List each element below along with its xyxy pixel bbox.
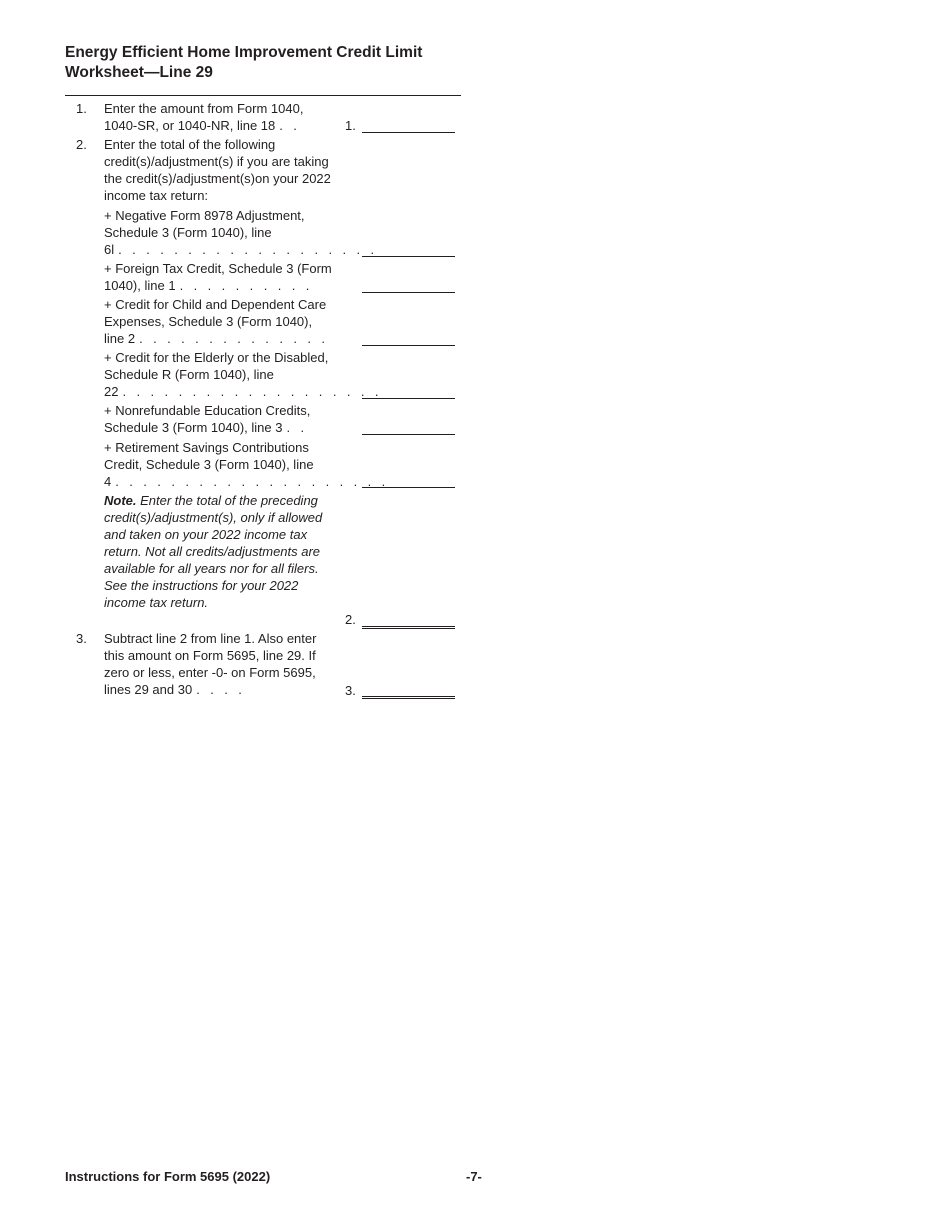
line-2-entry-elderly-disabled[interactable] bbox=[362, 398, 455, 399]
worksheet-title: Energy Efficient Home Improvement Credit Limit Worksheet—Line 29 bbox=[65, 44, 423, 81]
note-label: Note. bbox=[104, 493, 137, 508]
line-3-description: Subtract line 2 from line 1. Also enter this amount on Form 5695, line 29. If zero or less, enter -0- on Form 5695, lines 29 and 30 bbox=[104, 631, 317, 697]
line-1-entry-field[interactable] bbox=[362, 132, 455, 133]
footer-form-name: Instructions for Form 5695 (2022) bbox=[65, 1169, 271, 1184]
line-2-item-leader: . . . . . . . . . . . . . . . . . . . . bbox=[115, 474, 389, 489]
line-2-item-child-dependent-care bbox=[104, 296, 332, 347]
line-2-item-text: + Nonrefundable Education Credits, Schedule 3 (Form 1040), line 3 bbox=[104, 403, 311, 435]
line-2-intro: Enter the total of the following credit(s)/adjustment(s) if you are taking the credit(s)/adjustment(s)on your 2022 income tax return: bbox=[104, 137, 331, 203]
line-2-note bbox=[104, 492, 332, 611]
page-number: -7- bbox=[466, 1169, 482, 1184]
line-3-number: 3. bbox=[76, 631, 87, 646]
line-3-label: 3. bbox=[345, 683, 356, 698]
line-3-text bbox=[104, 630, 332, 698]
line-2-item-text: + Credit for Child and Dependent Care Expenses, Schedule 3 (Form 1040), line 2 bbox=[104, 297, 327, 346]
line-2-item-leader: . . . . . . . . . . . . . . bbox=[139, 331, 329, 346]
line-2-entry-education-credits[interactable] bbox=[362, 434, 455, 435]
line-2-item-elderly-disabled bbox=[104, 349, 382, 400]
line-1-label: 1. bbox=[345, 118, 356, 133]
line-2-item-negative-8978 bbox=[104, 207, 378, 258]
line-2-item-retirement-savings bbox=[104, 439, 389, 490]
line-1-text bbox=[104, 100, 332, 134]
line-1-leader: . . bbox=[279, 118, 301, 133]
line-1-description: Enter the amount from Form 1040, 1040-SR, or 1040-NR, line 18 bbox=[104, 101, 304, 133]
line-2-item-text: + Foreign Tax Credit, Schedule 3 (Form 1040), line 1 bbox=[104, 261, 332, 293]
line-2-entry-retirement-savings[interactable] bbox=[362, 487, 455, 488]
line-2-entry-negative-8978[interactable] bbox=[362, 256, 455, 257]
line-2-total-field[interactable] bbox=[362, 626, 455, 629]
line-1-number: 1. bbox=[76, 101, 87, 116]
line-2-item-leader: . . . . . . . . . . bbox=[179, 278, 313, 293]
line-2-item-leader: . . . . . . . . . . . . . . . . . . . bbox=[118, 242, 378, 257]
line-2-entry-foreign-tax-credit[interactable] bbox=[362, 292, 455, 293]
line-2-item-text: + Retirement Savings Contributions Credit, Schedule 3 (Form 1040), line 4 bbox=[104, 440, 314, 489]
line-2-label: 2. bbox=[345, 612, 356, 627]
line-3-leader: . . . . bbox=[196, 682, 246, 697]
note-text: Enter the total of the preceding credit(s)/adjustment(s), only if allowed and taken on your 2022 income tax return. Not all credits/adjustments are available for all years nor for all filers. See the instructions for your 2022 income tax return. bbox=[104, 493, 323, 610]
line-2-item-text: + Negative Form 8978 Adjustment, Schedule 3 (Form 1040), line 6l bbox=[104, 208, 305, 257]
line-2-item-leader: . . . . . . . . . . . . . . . . . . . bbox=[122, 384, 382, 399]
line-2-number: 2. bbox=[76, 137, 87, 152]
line-2-entry-child-dependent-care[interactable] bbox=[362, 345, 455, 346]
line-2-item-text: + Credit for the Elderly or the Disabled, Schedule R (Form 1040), line 22 bbox=[104, 350, 329, 399]
line-2-item-foreign-tax-credit bbox=[104, 260, 332, 294]
line-2-item-education-credits bbox=[104, 402, 332, 436]
line-2-item-leader: . . bbox=[286, 420, 308, 435]
title-rule bbox=[65, 95, 461, 96]
line-3-result-field[interactable] bbox=[362, 696, 455, 699]
